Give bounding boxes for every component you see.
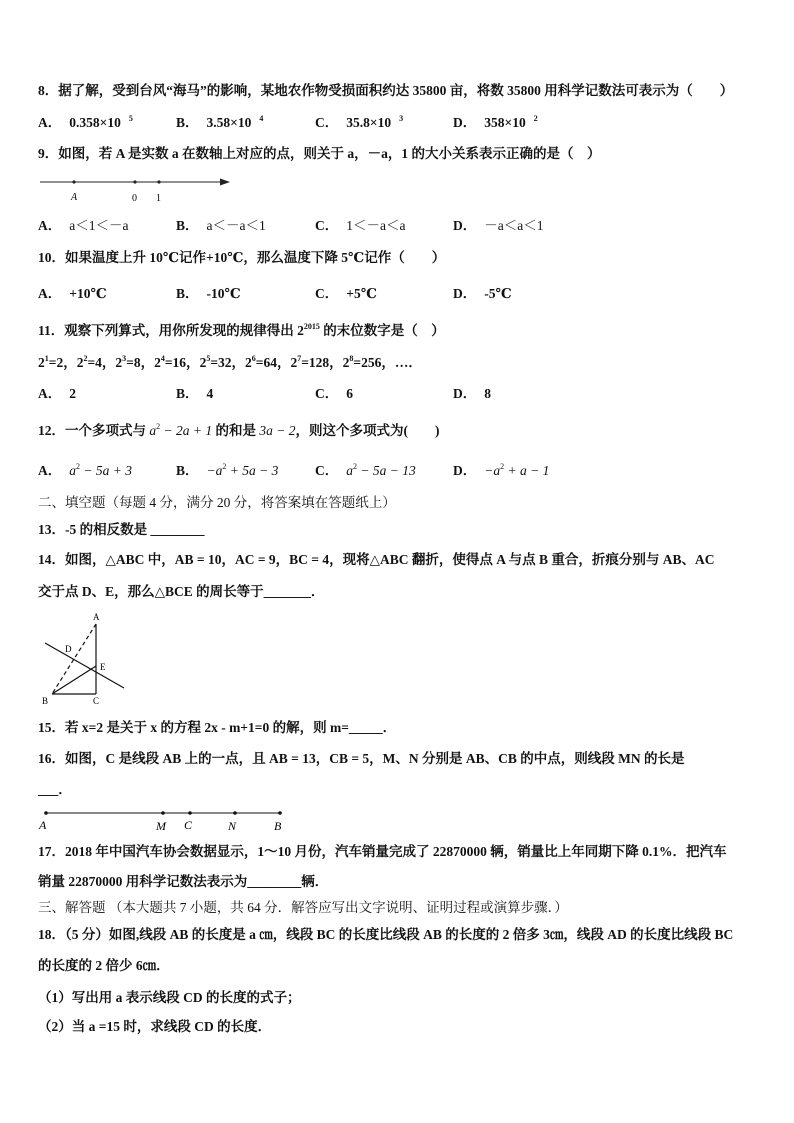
question-14-line-1: 14．如图，△ABC 中，AB = 10，AC = 9，BC = 4，现将△ABC 翻折，使得点 A 与点 B 重合，折痕分别与 AB、AC <box>38 552 715 567</box>
q8-option-b[interactable]: B． 3.58×10 $^4$ <box>176 114 264 130</box>
number-line-figure <box>38 172 238 206</box>
label-c: C <box>93 696 100 706</box>
question-18-line-1: 18．（5 分）如图,线段 AB 的长度是 a ㎝，线段 BC 的长度比线段 AB 的长度的 2 倍多 3㎝，线段 AD 的长度比线段 BC <box>38 927 734 942</box>
question-18-sub-2: （2）当 a =15 时，求线段 CD 的长度． <box>38 1019 272 1034</box>
q9-option-b[interactable]: B． a＜－a＜1 <box>176 218 266 233</box>
q10-option-d[interactable]: D． -5℃ <box>453 286 512 301</box>
point-0 <box>133 180 136 183</box>
q9-option-c[interactable]: C． 1＜－a＜a <box>315 218 406 233</box>
q8-option-c[interactable]: C． 35.8×10 $^3$ <box>315 114 404 130</box>
label-1: 1 <box>156 193 161 204</box>
question-12-text: 12．一个多项式与 $a^2 - 2a + 1$ 的和是 3a − 2，则这个多项式为( ) <box>38 422 440 438</box>
label-d: D <box>65 644 72 654</box>
question-18-line-2: 的长度的 2 倍少 6㎝． <box>38 958 170 973</box>
fold-line-de <box>45 643 124 688</box>
segment-be <box>52 666 96 694</box>
label-e: E <box>100 662 106 672</box>
point-n <box>233 811 237 815</box>
question-11-text: 11．观察下列算式，用你所发现的规律得出 $2^{2015}$ 的末位数字是（ ） <box>38 322 445 338</box>
section-3-heading: 三、解答题 （本大题共 7 小题，共 64 分．解答应写出文字说明、证明过程或演算步骤．） <box>38 900 568 915</box>
power-sequence: $2^1=2$，$2^2=4$，$2^3=8$，$2^4=16$，$2^5=32$，$2^6=64$，$2^7=128$，$2^8=256$，…． <box>38 354 422 370</box>
q11-option-a[interactable]: A． 2 <box>38 386 76 401</box>
question-8-text: 8．据了解，受到台风“海马”的影响，某地农作物受损面积约达 35800 亩，将数 35800 用科学记数法可表示为（ ） <box>38 83 734 98</box>
label-m: M <box>156 819 166 833</box>
arrow-head-icon <box>220 179 230 186</box>
question-14-line-2: 交于点 D、E，那么△BCE 的周长等于_______． <box>38 584 325 599</box>
point-c <box>188 811 192 815</box>
point-1 <box>157 180 160 183</box>
question-18-sub-1: （1）写出用 a 表示线段 CD 的长度的式子； <box>38 990 301 1005</box>
q8-option-d[interactable]: D． 358×10 $^2$ <box>453 114 538 130</box>
label-b: B <box>42 696 49 706</box>
q12-option-d[interactable]: D． $-a^2 + a - 1$ <box>453 462 550 478</box>
point-b <box>278 811 282 815</box>
section-2-heading: 二、填空题（每题 4 分，满分 20 分，将答案填在答题纸上） <box>38 495 396 510</box>
label-a: A <box>71 192 78 203</box>
triangle-fold-figure <box>38 608 138 708</box>
q12-option-a[interactable]: A． $a^2 - 5a + 3$ <box>38 462 132 478</box>
q9-option-d[interactable]: D． －a＜a＜1 <box>453 218 544 233</box>
q12-option-c[interactable]: C． $a^2 - 5a - 13$ <box>315 462 416 478</box>
q8-option-a[interactable]: A． 0.358×10 $^5$ <box>38 114 133 130</box>
point-a <box>72 180 75 183</box>
question-17-line-1: 17．2018 年中国汽车协会数据显示，1～10 月份，汽车销量完成了 22870000 辆，销量比上年同期下降 0.1%．把汽车 <box>38 844 727 859</box>
question-16-line-2: ___． <box>38 782 72 797</box>
question-16-line-1: 16．如图，C 是线段 AB 上的一点，且 AB = 13，CB = 5，M、N 分别是 AB、CB 的中点，则线段 MN 的长是 <box>38 751 685 766</box>
q10-option-b[interactable]: B． -10℃ <box>176 286 241 301</box>
label-n: N <box>228 819 237 833</box>
q10-option-a[interactable]: A． +10℃ <box>38 286 107 301</box>
point-m <box>161 811 165 815</box>
q11-option-b[interactable]: B． 4 <box>176 386 214 401</box>
question-10-text: 10．如果温度上升 10℃记作+10℃，那么温度下降 5℃记作（ ） <box>38 250 446 265</box>
label-b: B <box>274 819 282 833</box>
q12-option-b[interactable]: B． $-a^2 + 5a - 3$ <box>176 462 279 478</box>
q10-option-c[interactable]: C． +5℃ <box>315 286 377 301</box>
label-a: A <box>39 818 47 832</box>
question-17-line-2: 销量 22870000 用科学记数法表示为________辆． <box>38 874 329 889</box>
point-a <box>44 811 48 815</box>
question-15-text: 15．若 x=2 是关于 x 的方程 2x - m+1=0 的解，则 m=_____． <box>38 720 397 735</box>
segment-figure <box>38 804 298 834</box>
question-9-text: 9．如图，若 A 是实数 a 在数轴上对应的点，则关于 a，－a，1 的大小关系表示正确的是（ ） <box>38 146 601 161</box>
q11-option-c[interactable]: C． 6 <box>315 386 353 401</box>
q9-option-a[interactable]: A． a＜1＜－a <box>38 218 129 233</box>
q11-option-d[interactable]: D． 8 <box>453 386 491 401</box>
label-c: C <box>184 818 193 832</box>
question-13-text: 13．-5 的相反数是 ________ <box>38 522 205 537</box>
label-0: 0 <box>132 193 137 204</box>
label-a: A <box>93 612 100 622</box>
